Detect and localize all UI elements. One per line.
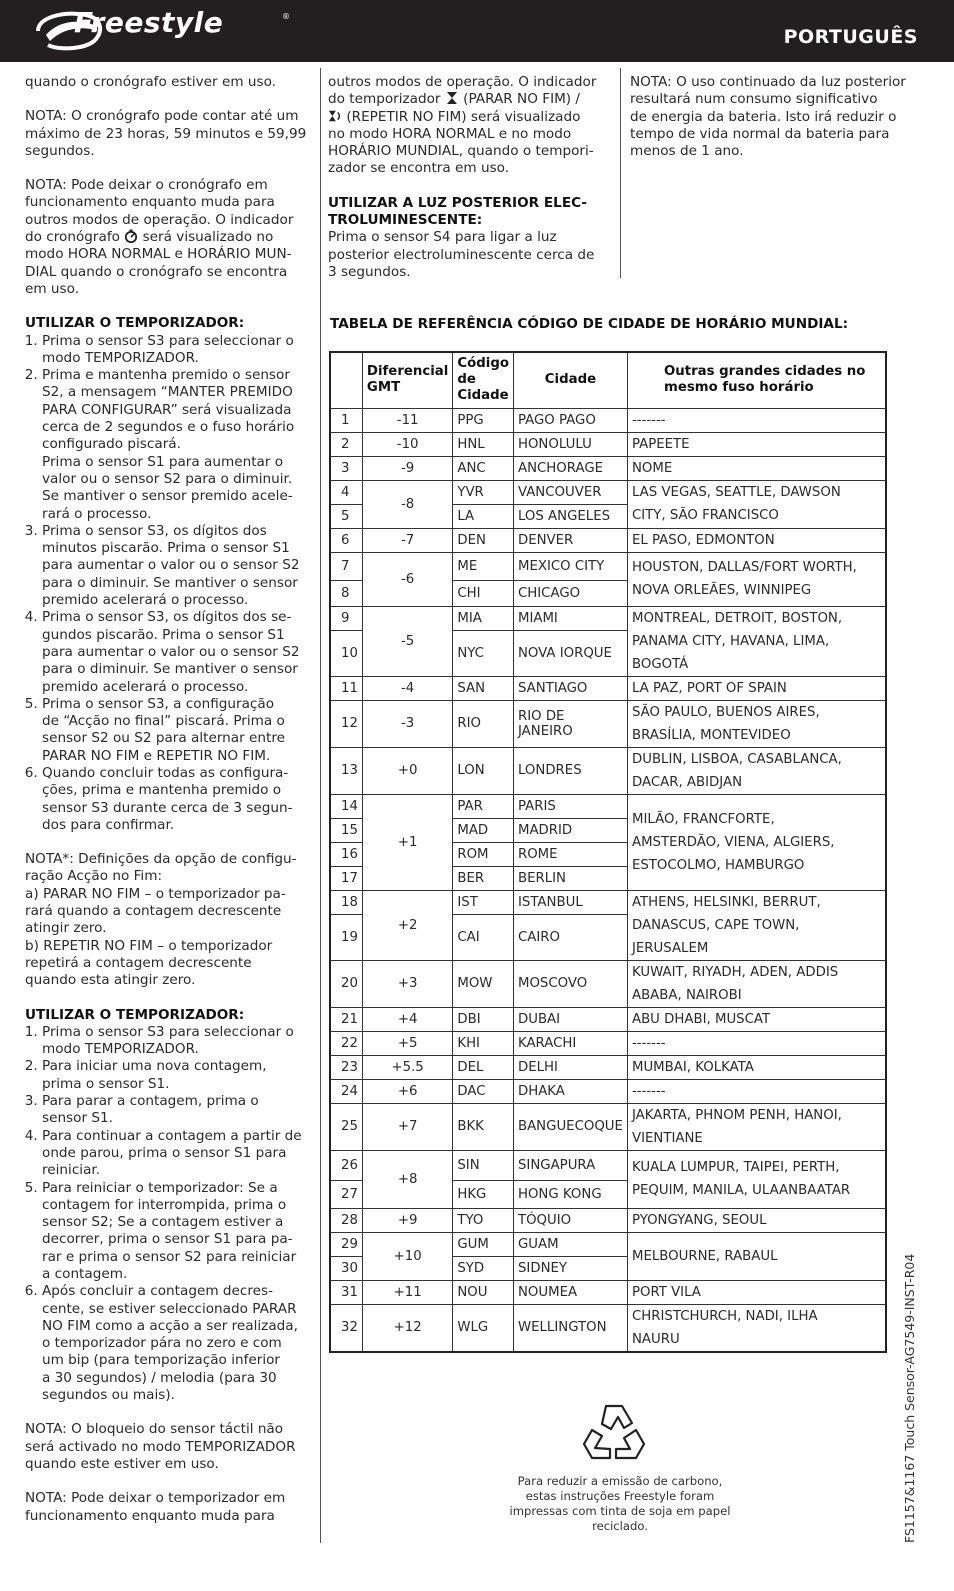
city-name: NOVA IORQUE bbox=[513, 630, 627, 676]
gmt-offset: +1 bbox=[362, 794, 452, 890]
section-heading: UTILIZAR O TEMPORIZADOR: bbox=[25, 315, 245, 332]
list-item: 3. Prima o sensor S3, os dígitos dos minutos piscarão. Prima o sensor S1 para aumentar o valor ou o sensor S2 para o diminuir. Se mantiver o sensor premido acelerará o processo. bbox=[42, 523, 315, 609]
other-cities: PORT VILA bbox=[627, 1280, 886, 1304]
other-cities: ------- bbox=[627, 1031, 886, 1055]
city-name: CAIRO bbox=[513, 914, 627, 960]
gmt-offset: -7 bbox=[362, 528, 452, 552]
other-cities-line: MELBOURNE, RABAUL bbox=[631, 1248, 778, 1264]
city-code: DEN bbox=[453, 528, 514, 552]
table-row bbox=[330, 960, 886, 1007]
city-code: PAR bbox=[453, 794, 514, 818]
city-name: VANCOUVER bbox=[513, 480, 627, 504]
gmt-offset: +5.5 bbox=[362, 1055, 452, 1079]
row-number: 23 bbox=[330, 1055, 362, 1079]
city-name: MIAMI bbox=[513, 606, 627, 630]
row-number: 8 bbox=[330, 580, 362, 606]
hourglass-icon bbox=[445, 91, 459, 105]
city-name: HONG KONG bbox=[513, 1180, 627, 1208]
list-item: 1. Prima o sensor S3 para seleccionar o modo TEMPORIZADOR. bbox=[42, 333, 315, 368]
other-cities-line: PEQUIM, MANILA, ULAANBAATAR bbox=[631, 1183, 851, 1198]
table-row bbox=[330, 700, 886, 747]
header-bar bbox=[0, 0, 954, 62]
city-name: ANCHORAGE bbox=[513, 456, 627, 480]
table-row bbox=[330, 794, 886, 818]
city-name: WELLINGTON bbox=[513, 1304, 627, 1352]
row-number: 29 bbox=[330, 1232, 362, 1256]
paragraph: NOTA: O uso continuado da luz posterior resultará num consumo significativo de energia da bateria. Isto irá reduzir o tempo de vida normal da bateria para menos de 1 ano. bbox=[630, 74, 906, 160]
other-cities-line: HOUSTON, DALLAS/FORT WORTH, bbox=[631, 560, 857, 575]
column-2 bbox=[328, 74, 618, 281]
city-code: DEL bbox=[453, 1055, 514, 1079]
other-cities: ------- bbox=[627, 1079, 886, 1103]
row-number: 26 bbox=[330, 1150, 362, 1180]
city-code: PPG bbox=[453, 408, 514, 432]
column-1 bbox=[25, 74, 315, 1525]
table-row bbox=[330, 890, 886, 914]
gmt-offset: -4 bbox=[362, 676, 452, 700]
city-code: MAD bbox=[453, 818, 514, 842]
row-number: 4 bbox=[330, 480, 362, 504]
city-code-table bbox=[329, 351, 887, 1353]
city-name: MEXICO CITY bbox=[513, 552, 627, 580]
row-number: 32 bbox=[330, 1304, 362, 1352]
city-code: CHI bbox=[453, 580, 514, 606]
other-cities: PYONGYANG, SEOUL bbox=[627, 1208, 886, 1232]
column-3 bbox=[630, 74, 930, 160]
gmt-offset: +3 bbox=[362, 960, 452, 1007]
city-code: IST bbox=[453, 890, 514, 914]
gmt-offset: +6 bbox=[362, 1079, 452, 1103]
table-row bbox=[330, 552, 886, 580]
city-name: PAGO PAGO bbox=[513, 408, 627, 432]
row-number: 14 bbox=[330, 794, 362, 818]
city-name: SINGAPURA bbox=[513, 1150, 627, 1180]
section-heading: UTILIZAR A LUZ POSTERIOR ELEC- TROLUMINESCENTE: bbox=[328, 194, 588, 229]
list-item: 1. Prima o sensor S3 para seleccionar o modo TEMPORIZADOR. bbox=[42, 1024, 315, 1059]
other-cities-line: NOVA ORLEÃES, WINNIPEG bbox=[631, 583, 812, 598]
row-number: 16 bbox=[330, 842, 362, 866]
recycle-icon bbox=[578, 1396, 650, 1468]
row-number: 24 bbox=[330, 1079, 362, 1103]
city-name: HONOLULU bbox=[513, 432, 627, 456]
table-row bbox=[330, 1208, 886, 1232]
other-cities bbox=[627, 1150, 886, 1208]
city-code: HKG bbox=[453, 1180, 514, 1208]
document-code: FS1157&1167 Touch Sensor-AG7549-INST-R04 bbox=[902, 1253, 917, 1543]
header-city: Cidade bbox=[513, 352, 627, 408]
city-code: CAI bbox=[453, 914, 514, 960]
city-code: SIN bbox=[453, 1150, 514, 1180]
gmt-offset: +4 bbox=[362, 1007, 452, 1031]
other-cities-line: LAS VEGAS, SEATTLE, DAWSON bbox=[631, 485, 841, 500]
city-code: BKK bbox=[453, 1103, 514, 1150]
city-code: DBI bbox=[453, 1007, 514, 1031]
other-cities: ABU DHABI, MUSCAT bbox=[627, 1007, 886, 1031]
city-code: GUM bbox=[453, 1232, 514, 1256]
list-item: 6. Quando concluir todas as configura- ções, prima e mantenha premido o sensor S3 durante cerca de 3 segun- dos para confirmar. bbox=[42, 765, 315, 834]
list-item: 4. Prima o sensor S3, os dígitos dos se- gundos piscarão. Prima o sensor S1 para aumentar o valor ou o sensor S2 para o diminuir. Se mantiver o sensor premido acelerará o processo. bbox=[42, 609, 315, 695]
table-row bbox=[330, 1055, 886, 1079]
other-cities-line: KUALA LUMPUR, TAIPEI, PERTH, bbox=[631, 1160, 840, 1175]
instruction-list bbox=[25, 1024, 315, 1405]
row-number: 19 bbox=[330, 914, 362, 960]
other-cities: CHRISTCHURCH, NADI, ILHA NAURU bbox=[627, 1304, 886, 1352]
row-number: 5 bbox=[330, 504, 362, 528]
list-item: 5. Para reiniciar o temporizador: Se a contagem for interrompida, prima o sensor S2; Se a contagem estiver a decorrer, prima o sensor S1 para pa- rar e prima o sensor S2 para reiniciar a contagem. bbox=[42, 1180, 315, 1284]
other-cities: MUMBAI, KOLKATA bbox=[627, 1055, 886, 1079]
table-row bbox=[330, 456, 886, 480]
paragraph: Prima o sensor S4 para ligar a luz posterior electroluminescente cerca de 3 segundos. bbox=[328, 229, 595, 280]
header-gmt: Diferencial GMT bbox=[362, 352, 452, 408]
table-row bbox=[330, 1103, 886, 1150]
table-row bbox=[330, 1280, 886, 1304]
table-row bbox=[330, 1031, 886, 1055]
paragraph: NOTA*: Definições da opção de configu- ração Acção no Fim: a) PARAR NO FIM – o temporizador pa- rará quando a contagem decrescente atingir zero. b) REPETIR NO FIM – o temporizador repetirá a contagem decrescente quando esta atingir zero. bbox=[25, 851, 297, 989]
row-number: 30 bbox=[330, 1256, 362, 1280]
city-code: NOU bbox=[453, 1280, 514, 1304]
table-row bbox=[330, 676, 886, 700]
other-cities-line: ESTOCOLMO, HAMBURGO bbox=[631, 857, 805, 873]
paragraph: NOTA: O bloqueio do sensor táctil não será activado no modo TEMPORIZADOR quando este estiver em uso. bbox=[25, 1421, 296, 1472]
city-name: SANTIAGO bbox=[513, 676, 627, 700]
paragraph: outros modos de operação. O indicador do temporizador (PARAR NO FIM) / (REPETIR NO FIM) será visualizado no modo HORA NORMAL e no modo HORÁRIO MUNDIAL, quando o tempori- zador se encontra em uso. bbox=[328, 74, 597, 177]
city-name: DENVER bbox=[513, 528, 627, 552]
gmt-offset: -10 bbox=[362, 432, 452, 456]
list-item: 5. Prima o sensor S3, a configuração de “Acção no final” piscará. Prima o sensor S2 ou S2 para alternar entre PARAR NO FIM e REPETIR NO FIM. bbox=[42, 696, 315, 765]
row-number: 21 bbox=[330, 1007, 362, 1031]
list-item: 4. Para continuar a contagem a partir de onde parou, prima o sensor S1 para reiniciar. bbox=[42, 1128, 315, 1180]
city-code: LON bbox=[453, 747, 514, 794]
row-number: 17 bbox=[330, 866, 362, 890]
row-number: 15 bbox=[330, 818, 362, 842]
table-title: TABELA DE REFERÊNCIA CÓDIGO DE CIDADE DE HORÁRIO MUNDIAL: bbox=[330, 316, 849, 332]
city-name: MOSCOVO bbox=[513, 960, 627, 1007]
hourglass-repeat-icon bbox=[328, 109, 342, 123]
city-code: MIA bbox=[453, 606, 514, 630]
gmt-offset: +8 bbox=[362, 1150, 452, 1208]
city-code: ANC bbox=[453, 456, 514, 480]
row-number: 20 bbox=[330, 960, 362, 1007]
gmt-offset: -11 bbox=[362, 408, 452, 432]
gmt-offset: +2 bbox=[362, 890, 452, 960]
other-cities-line: DANASCUS, CAPE TOWN, JERUSALEM bbox=[631, 917, 800, 956]
gmt-offset: -8 bbox=[362, 480, 452, 528]
paragraph: NOTA: O cronógrafo pode contar até um máximo de 23 horas, 59 minutos e 59,99 segundos. bbox=[25, 108, 307, 159]
section-heading: UTILIZAR O TEMPORIZADOR: bbox=[25, 1006, 245, 1023]
city-name: RIO DE JANEIRO bbox=[513, 700, 627, 747]
city-name: GUAM bbox=[513, 1232, 627, 1256]
city-code: SAN bbox=[453, 676, 514, 700]
city-code: ROM bbox=[453, 842, 514, 866]
other-cities bbox=[627, 890, 886, 960]
table-row bbox=[330, 1007, 886, 1031]
other-cities bbox=[627, 794, 886, 890]
other-cities-line: CITY, SÃO FRANCISCO bbox=[631, 508, 779, 523]
list-item: 6. Após concluir a contagem decres- cente, se estiver seleccionado PARAR NO FIM como a acção a ser realizada, o temporizador pára no zero e com um bip (para temporização inferior a 30 segundos) / melodia (para 30 segundos ou mais). bbox=[42, 1283, 315, 1404]
paragraph: NOTA: Pode deixar o cronógrafo em funcionamento enquanto muda para outros modos de operação. O indicador do cronógrafo será visualizado no modo HORA NORMAL e HORÁRIO MUN- DIAL quando o cronógrafo se encontra em uso. bbox=[25, 177, 294, 297]
other-cities bbox=[627, 480, 886, 528]
city-name: ISTANBUL bbox=[513, 890, 627, 914]
row-number: 1 bbox=[330, 408, 362, 432]
other-cities: DUBLIN, LISBOA, CASABLANCA, DACAR, ABIDJAN bbox=[627, 747, 886, 794]
city-name: KARACHI bbox=[513, 1031, 627, 1055]
row-number: 6 bbox=[330, 528, 362, 552]
city-code: WLG bbox=[453, 1304, 514, 1352]
other-cities: NOME bbox=[627, 456, 886, 480]
table-row bbox=[330, 1079, 886, 1103]
row-number: 22 bbox=[330, 1031, 362, 1055]
row-number: 9 bbox=[330, 606, 362, 630]
city-code: DAC bbox=[453, 1079, 514, 1103]
table-row bbox=[330, 528, 886, 552]
city-name: MADRID bbox=[513, 818, 627, 842]
other-cities-line: PANAMA CITY, HAVANA, LIMA, BOGOTÁ bbox=[631, 633, 830, 672]
gmt-offset: +11 bbox=[362, 1280, 452, 1304]
language-label: PORTUGUÊS bbox=[783, 26, 918, 48]
other-cities: ------- bbox=[627, 408, 886, 432]
other-cities bbox=[627, 606, 886, 676]
city-code: ME bbox=[453, 552, 514, 580]
paragraph: NOTA: Pode deixar o temporizador em funcionamento enquanto muda para bbox=[25, 1490, 286, 1524]
city-name: BANGUECOQUE bbox=[513, 1103, 627, 1150]
table-row bbox=[330, 747, 886, 794]
gmt-offset: +9 bbox=[362, 1208, 452, 1232]
city-code: RIO bbox=[453, 700, 514, 747]
city-name: SIDNEY bbox=[513, 1256, 627, 1280]
list-item: 2. Para iniciar uma nova contagem, prima o sensor S1. bbox=[42, 1058, 315, 1093]
other-cities-line: ATHENS, HELSINKI, BERRUT, bbox=[631, 894, 821, 910]
gmt-offset: +12 bbox=[362, 1304, 452, 1352]
table-row bbox=[330, 1232, 886, 1256]
row-number: 25 bbox=[330, 1103, 362, 1150]
row-number: 10 bbox=[330, 630, 362, 676]
city-name: LOS ANGELES bbox=[513, 504, 627, 528]
city-name: DUBAI bbox=[513, 1007, 627, 1031]
other-cities: KUWAIT, RIYADH, ADEN, ADDIS ABABA, NAIROBI bbox=[627, 960, 886, 1007]
city-name: TÓQUIO bbox=[513, 1208, 627, 1232]
other-cities-line: AMSTERDÃO, VIENA, ALGIERS, bbox=[631, 834, 835, 850]
gmt-offset: +10 bbox=[362, 1232, 452, 1280]
table-row bbox=[330, 606, 886, 630]
other-cities-line: MONTREAL, DETROIT, BOSTON, bbox=[631, 610, 843, 626]
gmt-offset: -9 bbox=[362, 456, 452, 480]
city-code: KHI bbox=[453, 1031, 514, 1055]
city-code: MOW bbox=[453, 960, 514, 1007]
gmt-offset: -6 bbox=[362, 552, 452, 606]
table-row bbox=[330, 1304, 886, 1352]
table-header-row bbox=[330, 352, 886, 408]
row-number: 11 bbox=[330, 676, 362, 700]
city-code: YVR bbox=[453, 480, 514, 504]
row-number: 31 bbox=[330, 1280, 362, 1304]
other-cities: JAKARTA, PHNOM PENH, HANOI, VIENTIANE bbox=[627, 1103, 886, 1150]
list-item: 3. Para parar a contagem, prima o sensor S1. bbox=[42, 1093, 315, 1128]
other-cities-line: MILÃO, FRANCFORTE, bbox=[631, 811, 775, 827]
stopwatch-icon bbox=[124, 229, 138, 243]
city-code: NYC bbox=[453, 630, 514, 676]
row-number: 2 bbox=[330, 432, 362, 456]
row-number: 3 bbox=[330, 456, 362, 480]
gmt-offset: +0 bbox=[362, 747, 452, 794]
city-code: SYD bbox=[453, 1256, 514, 1280]
row-number: 28 bbox=[330, 1208, 362, 1232]
city-name: ROME bbox=[513, 842, 627, 866]
row-number: 27 bbox=[330, 1180, 362, 1208]
row-number: 7 bbox=[330, 552, 362, 580]
table-row bbox=[330, 432, 886, 456]
row-number: 18 bbox=[330, 890, 362, 914]
row-number: 12 bbox=[330, 700, 362, 747]
city-code: TYO bbox=[453, 1208, 514, 1232]
instruction-list bbox=[25, 333, 315, 835]
gmt-offset: +7 bbox=[362, 1103, 452, 1150]
brand-name: Freestyle bbox=[74, 6, 224, 39]
city-name: DHAKA bbox=[513, 1079, 627, 1103]
city-code: BER bbox=[453, 866, 514, 890]
gmt-offset: +5 bbox=[362, 1031, 452, 1055]
list-item: 2. Prima e mantenha premido o sensor S2, a mensagem “MANTER PREMIDO PARA CONFIGURAR” será visualizada cerca de 2 segundos e o fuso horário configurado piscará. Prima o sensor S1 para aumentar o valor ou o sensor S2 para o diminuir. Se mantiver o sensor premido acele- rará o processo. bbox=[42, 367, 315, 523]
other-cities bbox=[627, 1232, 886, 1280]
other-cities: PAPEETE bbox=[627, 432, 886, 456]
city-name: CHICAGO bbox=[513, 580, 627, 606]
paragraph: quando o cronógrafo estiver em uso. bbox=[25, 74, 276, 90]
table-row bbox=[330, 1150, 886, 1180]
column-divider bbox=[320, 68, 321, 1543]
table-row bbox=[330, 408, 886, 432]
other-cities: EL PASO, EDMONTON bbox=[627, 528, 886, 552]
registered-mark: ® bbox=[282, 12, 290, 21]
header-num bbox=[330, 352, 362, 408]
other-cities bbox=[627, 552, 886, 606]
header-code: Código de Cidade bbox=[453, 352, 514, 408]
city-name: LONDRES bbox=[513, 747, 627, 794]
other-cities: LA PAZ, PORT OF SPAIN bbox=[627, 676, 886, 700]
city-code: HNL bbox=[453, 432, 514, 456]
gmt-offset: -3 bbox=[362, 700, 452, 747]
city-name: DELHI bbox=[513, 1055, 627, 1079]
other-cities: SÃO PAULO, BUENOS AIRES, BRASÍLIA, MONTEVIDEO bbox=[627, 700, 886, 747]
recycled-paper-note: Para reduzir a emissão de carbono, estas instruções Freestyle foram impressas com tinta de soja em papel reciclado. bbox=[509, 1474, 731, 1533]
row-number: 13 bbox=[330, 747, 362, 794]
city-name: PARIS bbox=[513, 794, 627, 818]
city-name: BERLIN bbox=[513, 866, 627, 890]
header-others: Outras grandes cidades no mesmo fuso horário bbox=[627, 352, 886, 408]
city-name: NOUMEA bbox=[513, 1280, 627, 1304]
gmt-offset: -5 bbox=[362, 606, 452, 676]
city-code: LA bbox=[453, 504, 514, 528]
table-row bbox=[330, 480, 886, 504]
column-divider bbox=[620, 68, 621, 278]
